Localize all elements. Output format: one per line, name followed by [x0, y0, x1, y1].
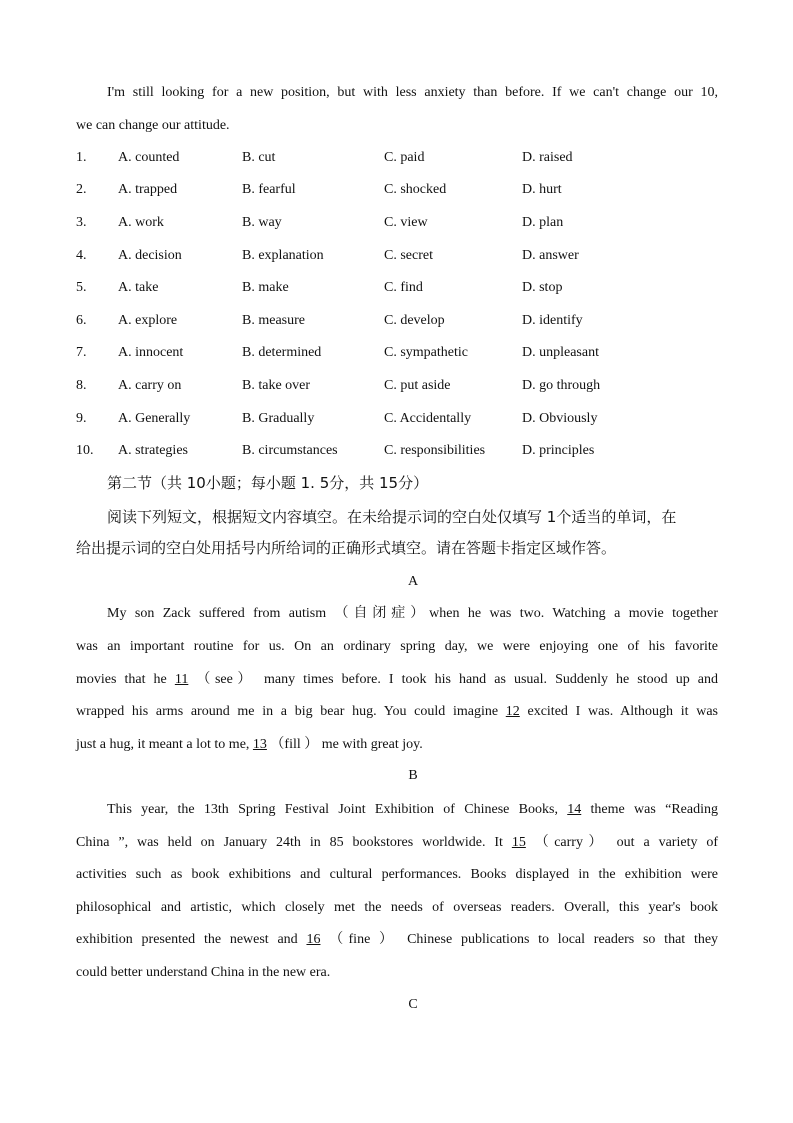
passage-b-label: B — [408, 768, 418, 783]
section-2-instruction-line-1: 阅读下列短文，根据短文内容填空。在未给提示词的空白处仅填写 1个适当的单词，在 — [107, 508, 677, 526]
option-b: B. cut — [242, 150, 276, 165]
question-number: 9. — [76, 411, 87, 426]
blank-12: 12 — [505, 704, 520, 719]
blank-16: 16 — [306, 932, 321, 947]
option-b: B. explanation — [242, 248, 324, 263]
option-b: B. Gradually — [242, 411, 315, 426]
text-fragment: just a hug, it meant a lot to me, — [76, 737, 250, 752]
passage-a-label: A — [407, 574, 419, 589]
intro-line-1: I'm still looking for a new position, but with less anxiety than before. If we can't change our 10, — [107, 85, 718, 100]
option-row-9 — [76, 409, 726, 429]
option-a: A. Generally — [118, 411, 191, 426]
option-b: B. fearful — [242, 182, 296, 197]
option-c: C. find — [384, 280, 423, 295]
option-c: C. put aside — [384, 378, 451, 393]
option-b: B. determined — [242, 345, 322, 360]
question-number: 5. — [76, 280, 87, 295]
option-d: D. plan — [522, 215, 564, 230]
question-number: 6. — [76, 313, 87, 328]
passage-b-line-5 — [76, 930, 718, 950]
option-a: A. trapped — [118, 182, 178, 197]
option-d: D. identify — [522, 313, 583, 328]
option-d: D. raised — [522, 150, 573, 165]
intro-line-2: we can change our attitude. — [76, 118, 230, 133]
option-d: D. unpleasant — [522, 345, 599, 360]
option-row-5 — [76, 278, 726, 298]
text-fragment: exhibition presented the newest and — [76, 932, 298, 947]
option-c: C. develop — [384, 313, 445, 328]
question-number: 2. — [76, 182, 87, 197]
passage-a-line-1: My son Zack suffered from autism （自闭症）when he was two. Watching a movie together — [107, 606, 718, 621]
option-a: A. carry on — [118, 378, 182, 393]
passage-b-line-3: activities such as book exhibitions and cultural performances. Books displayed in the exhibition were — [76, 867, 718, 882]
text-fragment: theme was “Reading — [590, 802, 718, 817]
option-c: C. responsibilities — [384, 443, 486, 458]
option-a: A. work — [118, 215, 164, 230]
option-a: A. innocent — [118, 345, 184, 360]
blank-14: 14 — [567, 802, 582, 817]
passage-b-line-6: could better understand China in the new era. — [76, 965, 331, 980]
question-number: 3. — [76, 215, 87, 230]
text-fragment: China ”, was held on January 24th in 85 bookstores worldwide. It — [76, 835, 503, 850]
option-row-1 — [76, 148, 726, 168]
option-c: C. secret — [384, 248, 433, 263]
option-row-10 — [76, 441, 726, 461]
text-fragment: （fine ） Chinese publications to local readers so that they — [329, 932, 719, 947]
section-2-heading: 第二节（共 10小题；每小题 1. 5分，共 15分） — [107, 474, 429, 492]
blank-11: 11 — [174, 672, 189, 687]
option-row-2 — [76, 180, 726, 200]
blank-15: 15 — [511, 835, 526, 850]
text-fragment: movies that he — [76, 672, 167, 687]
passage-c-label: C — [408, 997, 418, 1012]
question-number: 7. — [76, 345, 87, 360]
text-fragment: （carry） out a variety of — [534, 835, 719, 850]
passage-a-line-5 — [76, 735, 423, 755]
text-fragment: （fill ） me with great joy. — [270, 737, 423, 752]
option-c: C. view — [384, 215, 428, 230]
option-d: D. stop — [522, 280, 563, 295]
option-d: D. answer — [522, 248, 579, 263]
option-a: A. strategies — [118, 443, 188, 458]
text-fragment: This year, the 13th Spring Festival Joint Exhibition of Chinese Books, — [107, 802, 558, 817]
option-b: B. circumstances — [242, 443, 338, 458]
option-a: A. counted — [118, 150, 180, 165]
option-c: C. Accidentally — [384, 411, 472, 426]
option-b: B. make — [242, 280, 289, 295]
option-c: C. paid — [384, 150, 425, 165]
question-number: 1. — [76, 150, 87, 165]
option-row-8 — [76, 376, 726, 396]
option-b: B. way — [242, 215, 282, 230]
question-number: 8. — [76, 378, 87, 393]
option-row-4 — [76, 246, 726, 266]
option-a: A. take — [118, 280, 159, 295]
passage-b-line-4: philosophical and artistic, which closely met the needs of overseas readers. Overall, this year's book — [76, 900, 718, 915]
option-row-7 — [76, 343, 726, 363]
section-2-instruction-line-2: 给出提示词的空白处用括号内所给词的正确形式填空。请在答题卡指定区域作答。 — [76, 539, 617, 557]
option-b: B. take over — [242, 378, 311, 393]
option-c: C. sympathetic — [384, 345, 468, 360]
option-c: C. shocked — [384, 182, 447, 197]
option-d: D. hurt — [522, 182, 562, 197]
text-fragment: （see） many times before. I took his hand as usual. Suddenly he stood up and — [196, 672, 718, 687]
option-d: D. principles — [522, 443, 595, 458]
option-a: A. decision — [118, 248, 182, 263]
text-fragment: excited I was. Although it was — [527, 704, 718, 719]
option-b: B. measure — [242, 313, 305, 328]
question-number: 4. — [76, 248, 87, 263]
option-d: D. Obviously — [522, 411, 598, 426]
passage-a-line-3 — [76, 670, 718, 690]
option-d: D. go through — [522, 378, 601, 393]
blank-13: 13 — [252, 737, 267, 752]
option-a: A. explore — [118, 313, 178, 328]
passage-b-line-1 — [107, 800, 718, 820]
passage-a-line-2: was an important routine for us. On an ordinary spring day, we were enjoying one of his favorite — [76, 639, 718, 654]
option-row-6 — [76, 311, 726, 331]
question-number: 10. — [76, 443, 94, 458]
passage-a-line-4 — [76, 702, 718, 722]
text-fragment: wrapped his arms around me in a big bear hug. You could imagine — [76, 704, 499, 719]
passage-b-line-2 — [76, 833, 718, 853]
option-row-3 — [76, 213, 726, 233]
